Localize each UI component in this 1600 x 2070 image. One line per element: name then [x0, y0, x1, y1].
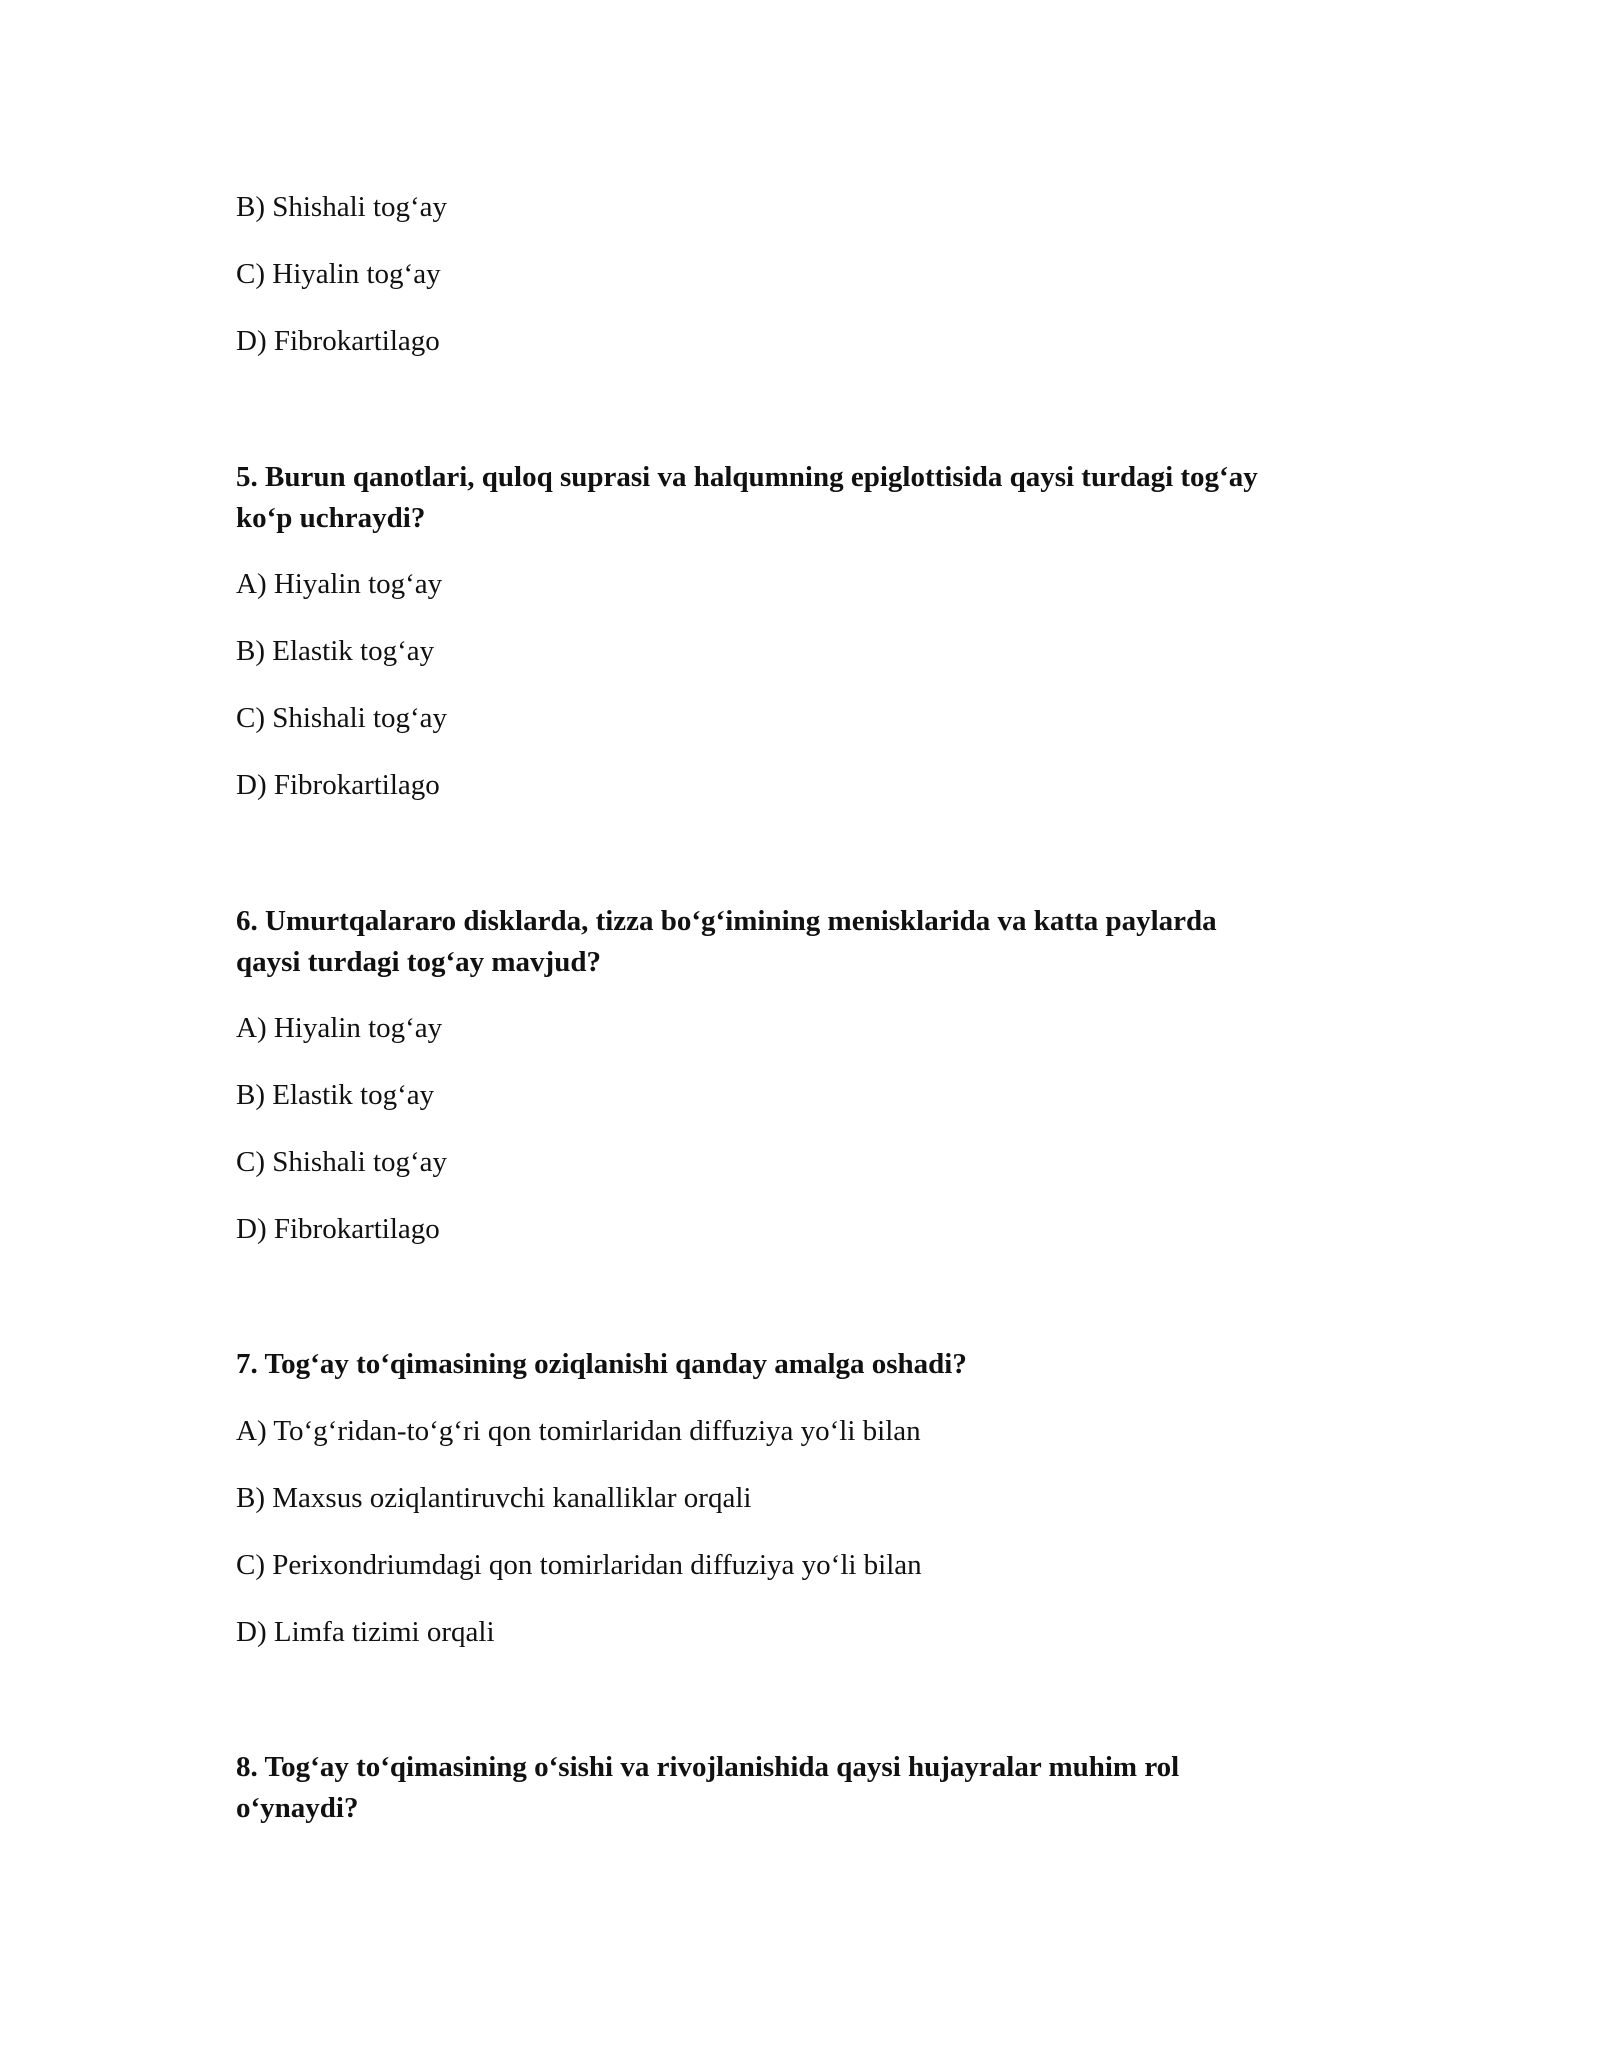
- question-8-text-line2: o‘ynaydi?: [236, 1792, 359, 1824]
- option-7-a: A) To‘g‘ridan-to‘g‘ri qon tomirlaridan diffuziya yo‘li bilan: [236, 1415, 921, 1447]
- question-6-text-line2: qaysi turdagi tog‘ay mavjud?: [236, 946, 601, 978]
- option-4-d: D) Fibrokartilago: [236, 325, 440, 357]
- option-6-a: A) Hiyalin tog‘ay: [236, 1012, 443, 1044]
- question-5-text-line1: 5. Burun qanotlari, quloq suprasi va halqumning epiglottisida qaysi turdagi tog‘ay: [236, 461, 1258, 493]
- option-7-d: D) Limfa tizimi orqali: [236, 1616, 495, 1648]
- option-7-c: C) Perixondriumdagi qon tomirlaridan diffuziya yo‘li bilan: [236, 1549, 922, 1581]
- question-8-text-line1: 8. Tog‘ay to‘qimasining o‘sishi va rivojlanishida qaysi hujayralar muhim rol: [236, 1751, 1180, 1783]
- option-6-b: B) Elastik tog‘ay: [236, 1079, 435, 1111]
- option-5-c: C) Shishali tog‘ay: [236, 702, 448, 734]
- option-7-b: B) Maxsus oziqlantiruvchi kanalliklar orqali: [236, 1482, 752, 1514]
- option-5-b: B) Elastik tog‘ay: [236, 635, 435, 667]
- option-4-b: B) Shishali tog‘ay: [236, 191, 448, 223]
- question-5-text-line2: ko‘p uchraydi?: [236, 502, 426, 534]
- option-6-d: D) Fibrokartilago: [236, 1213, 440, 1245]
- question-6-text-line1: 6. Umurtqalararo disklarda, tizza bo‘g‘imining menisklarida va katta paylarda: [236, 905, 1217, 937]
- option-5-d: D) Fibrokartilago: [236, 769, 440, 801]
- option-5-a: A) Hiyalin tog‘ay: [236, 568, 443, 600]
- option-4-c: C) Hiyalin tog‘ay: [236, 258, 441, 290]
- option-6-c: C) Shishali tog‘ay: [236, 1146, 448, 1178]
- question-7-text: 7. Tog‘ay to‘qimasining oziqlanishi qanday amalga oshadi?: [236, 1348, 967, 1380]
